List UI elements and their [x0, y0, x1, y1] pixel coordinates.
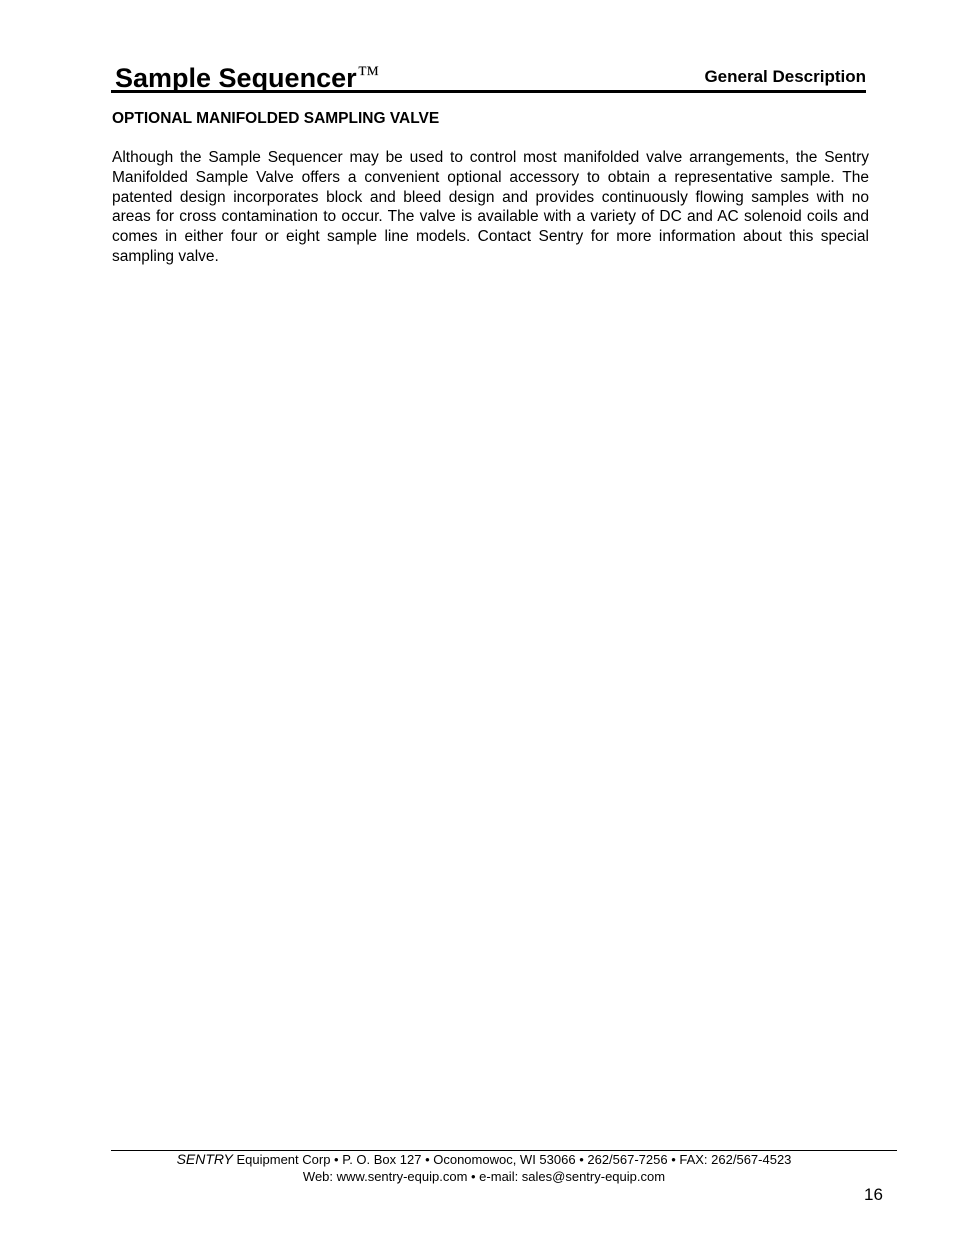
footer-company-name: SENTRY: [176, 1151, 233, 1167]
document-title: [115, 58, 379, 94]
body-paragraph: Although the Sample Sequencer may be used to control most manifolded valve arrangements, the Sentry Manifolded Sample Valve offers a convenient optional accessory to obtain a representative sample. The patented design incorporates block and bleed design and provides continuously flowing samples with no areas for cross contamination to occur. The valve is available with a variety of DC and AC solenoid coils and comes in either four or eight sample line models. Contact Sentry for more information about this special sampling valve.: [112, 149, 869, 265]
page-number: 16: [864, 1185, 883, 1204]
trademark-symbol: ™: [357, 61, 380, 86]
page-header: [111, 58, 866, 93]
footer-address: Equipment Corp • P. O. Box 127 • Oconomowoc, WI 53066 • 262/567-7256 • FAX: 262/567-4523: [232, 1152, 792, 1167]
section-title: General Description: [704, 67, 866, 86]
footer-web-email: Web: www.sentry-equip.com • e-mail: sales@sentry-equip.com: [302, 1169, 666, 1184]
section-heading: OPTIONAL MANIFOLDED SAMPLING VALVE: [112, 110, 440, 127]
footer-contact-line: [111, 1151, 897, 1168]
document-title-text: Sample Sequencer: [115, 63, 357, 93]
